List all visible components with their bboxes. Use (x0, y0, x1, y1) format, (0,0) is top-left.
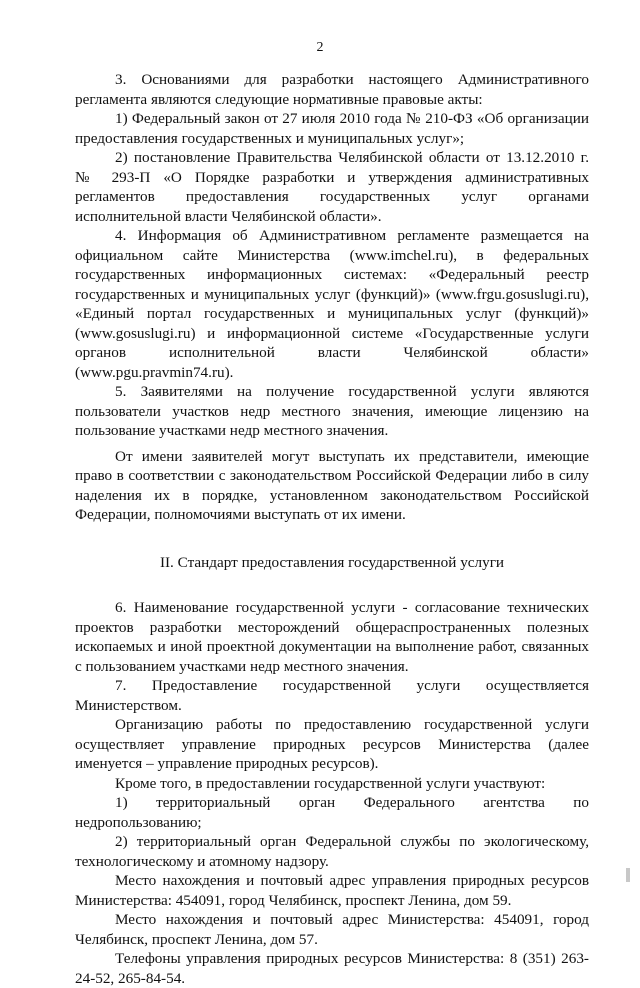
section-heading: II. Стандарт предоставления государственной услуги (159, 553, 505, 571)
paragraph-ministry-address: Место нахождения и почтовый адрес Министерства: 454091, город Челябинск, проспект Ленина, дом 57. (75, 911, 589, 948)
scan-edge-mark (626, 868, 630, 882)
paragraph-regional-decree: 2) постановление Правительства Челябинской области от 13.12.2010 г. № 293-П «О Порядке разработки и утверждения административных регламентов предоставления государственных услуг органами исполнительной власти Челябинской области». (75, 149, 589, 225)
paragraph-participants-intro: Кроме того, в предоставлении государственной услуги участвуют: (115, 774, 546, 792)
paragraph-federal-law: 1) Федеральный закон от 27 июля 2010 года № 210-ФЗ «Об организации предоставления государственных и муниципальных услуг»; (75, 110, 589, 147)
paragraph-grounds: 3. Основаниями для разработки настоящего Административного регламента являются следующие нормативные правовые акты: (75, 71, 589, 108)
paragraph-participant-2: 2) территориальный орган Федеральной службы по экологическому, технологическому и атомному надзору. (75, 833, 589, 870)
paragraph-service-name: 6. Наименование государственной услуги - согласование технических проектов разработки месторождений общераспространенных полезных ископаемых и иной проектной документации на выполнение работ, связанных с пользованием участками недр местного значения. (75, 599, 589, 675)
paragraph-representatives: От имени заявителей могут выступать их представители, имеющие право в соответствии с законодательством Российской Федерации либо в силу наделения их в порядке, установленном законодательством Российской Федерации, полномочиями выступать от их имени. (75, 447, 589, 523)
paragraph-department-address: Место нахождения и почтовый адрес управления природных ресурсов Министерства: 454091, город Челябинск, проспект Ленина, дом 59. (75, 872, 589, 909)
paragraph-applicants: 5. Заявителями на получение государственной услуги являются пользователи участков недр местного значения, имеющие лицензию на пользование участками недр местного значения. (75, 383, 589, 439)
paragraph-participant-1: 1) территориальный орган Федерального агентства по недропользованию; (75, 794, 589, 831)
page-number: 2 (316, 40, 324, 55)
paragraph-service-provider: 7. Предоставление государственной услуги осуществляется Министерством. (75, 677, 589, 714)
paragraph-information-sources: 4. Информация об Административном регламенте размещается на официальном сайте Министерства (www.imchel.ru), в федеральных государственных информационных системах: «Федеральный реестр государственных и муниципальных услуг (функций)» (www.frgu.gosuslugi.ru), «Единый портал государственных и муниципальных услуг (функций)» (www.gosuslugi.ru) и информационной системе «Государственные услуги органов исполнительной власти Челябинской области» (www.pgu.pravmin74.ru). (75, 227, 589, 381)
paragraph-organization: Организацию работы по предоставлению государственной услуги осуществляет управление природных ресурсов Министерства (далее именуется – управление природных ресурсов). (75, 716, 589, 772)
paragraph-phones: Телефоны управления природных ресурсов Министерства: 8 (351) 263-24-52, 265-84-54. (75, 950, 589, 987)
document-body (75, 70, 589, 988)
